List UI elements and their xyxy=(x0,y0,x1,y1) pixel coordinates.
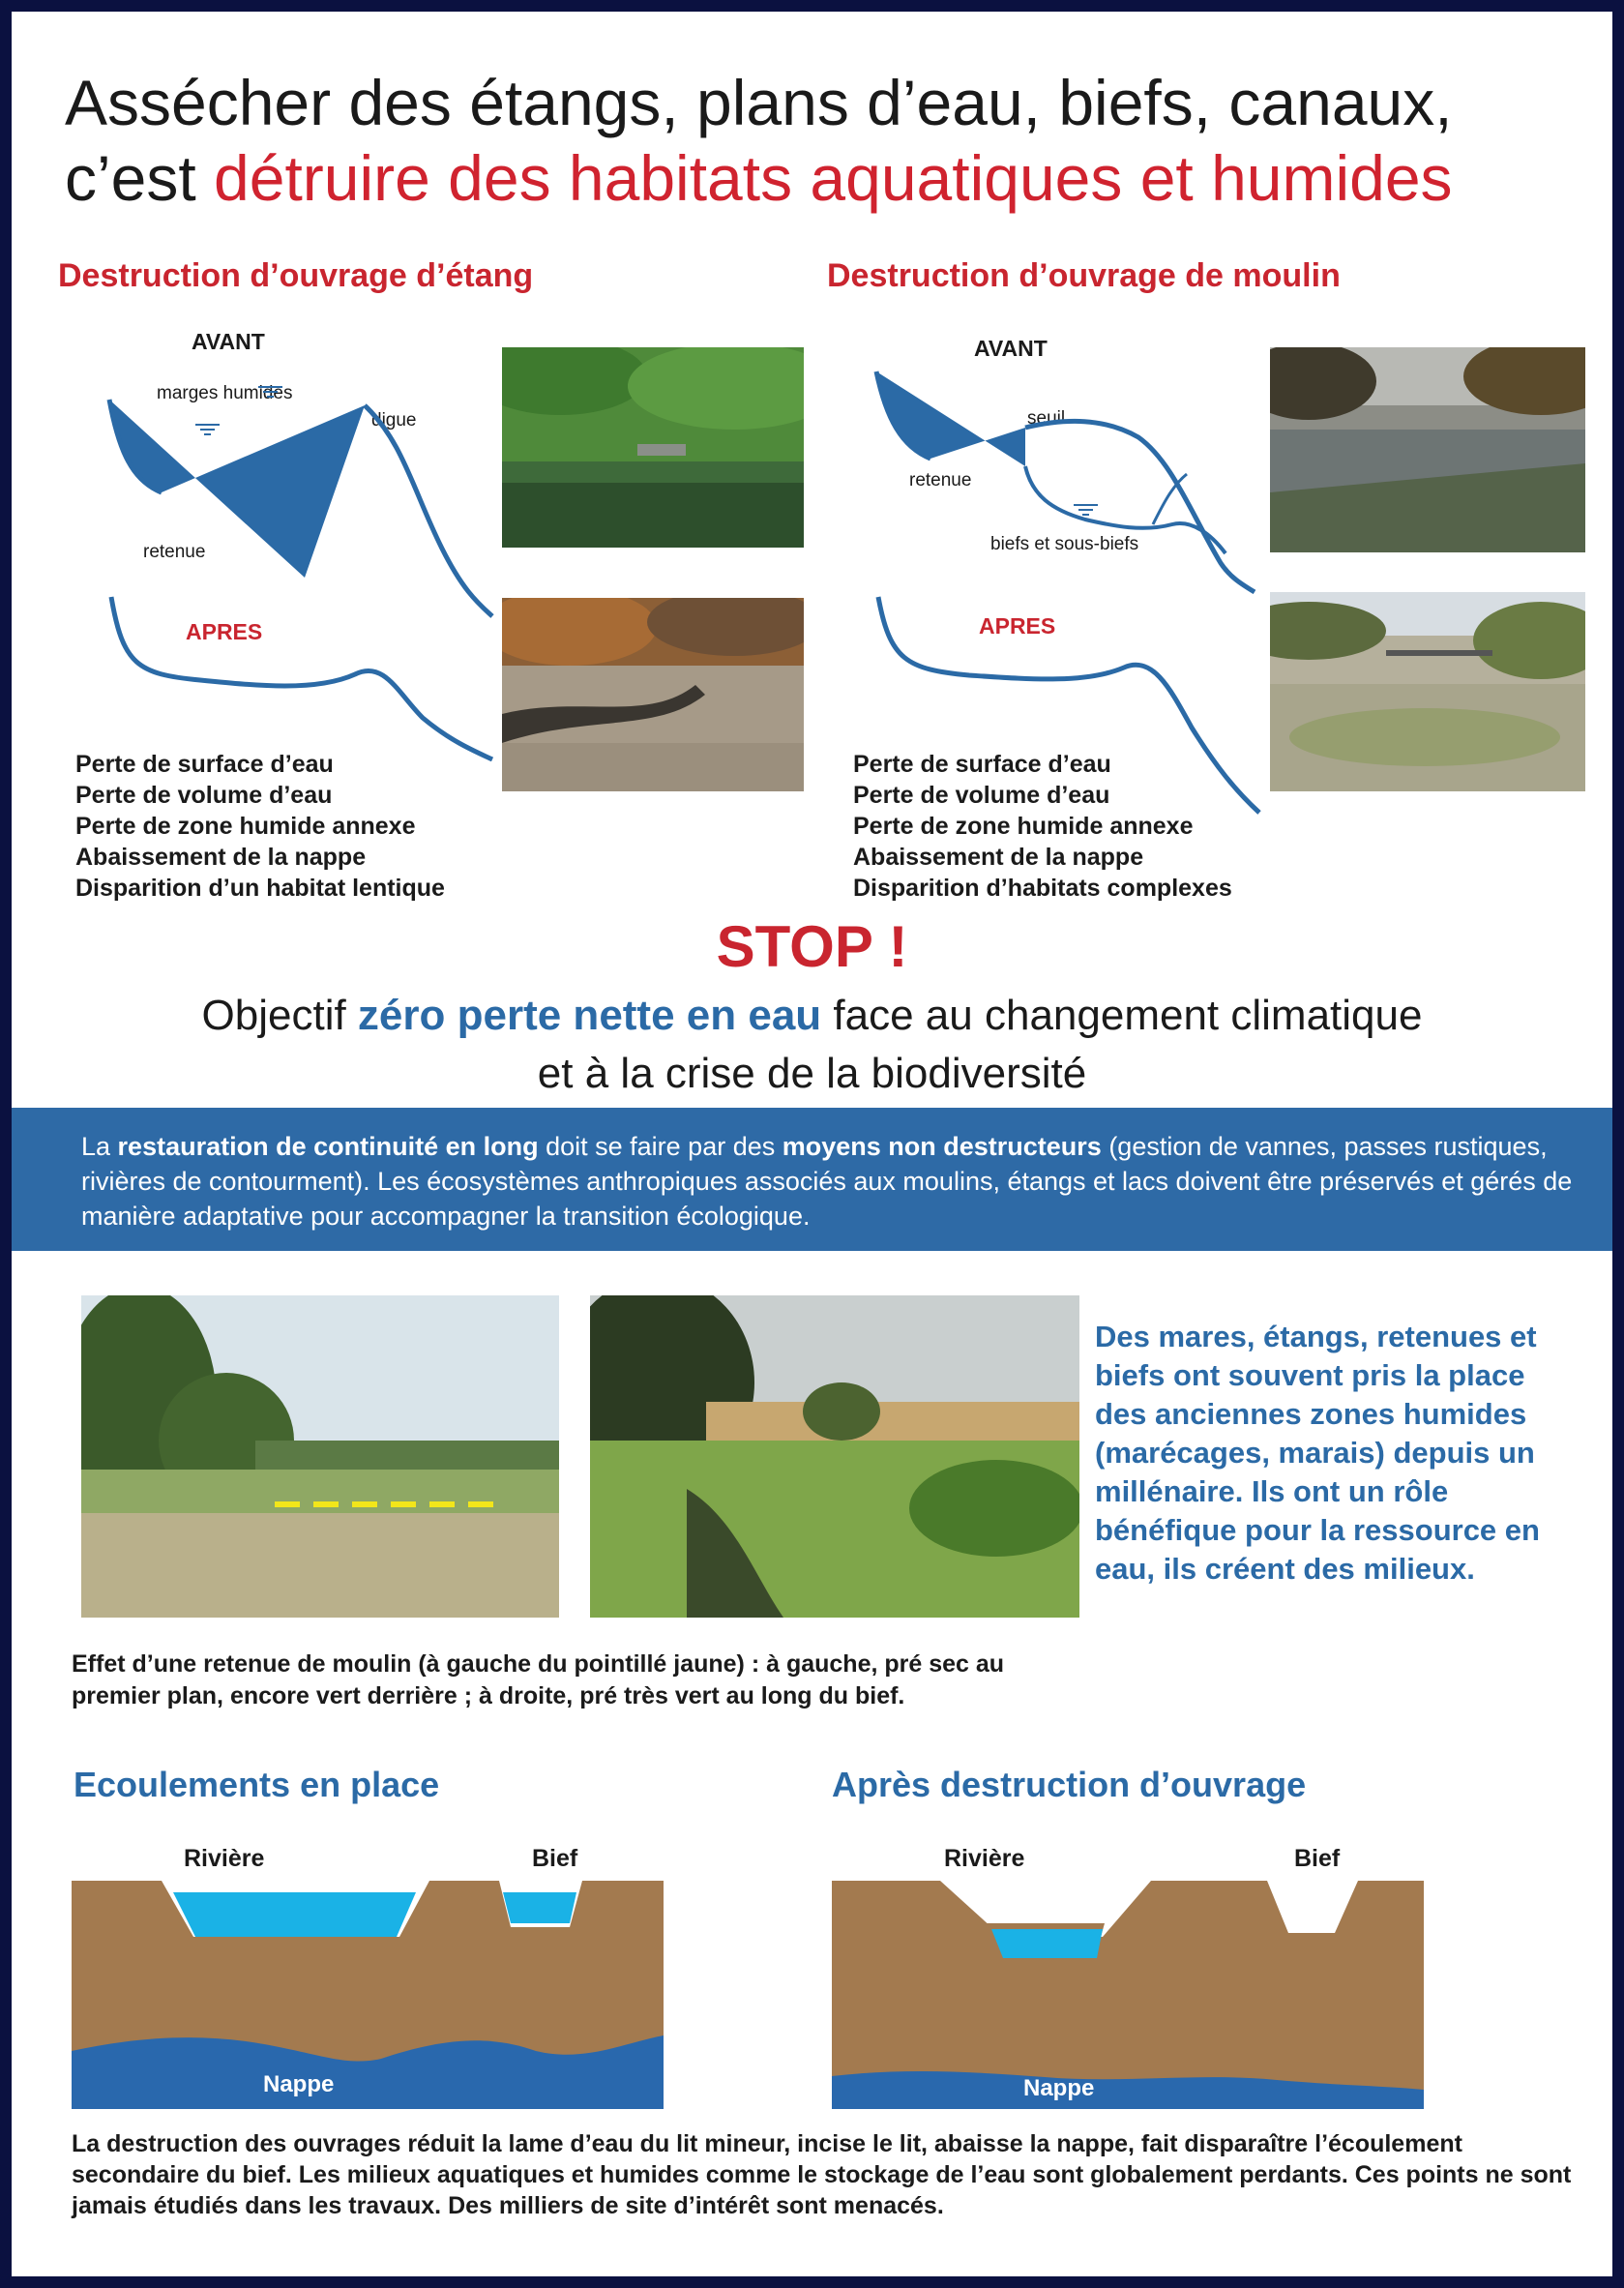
loss-item: Perte de volume d’eau xyxy=(75,782,333,809)
pond-after-photo-art xyxy=(502,598,804,791)
objective-highlight: zéro perte nette en eau xyxy=(357,992,822,1039)
right-avant-label: AVANT xyxy=(974,336,1048,361)
pond-before-photo xyxy=(502,347,804,548)
green-meadow-photo xyxy=(590,1295,1079,1618)
pond-dam-wedge xyxy=(109,400,365,578)
mill-after-photo-art xyxy=(1270,592,1585,791)
photo-caption: Effet d’une retenue de moulin (à gauche du pointillé jaune) : à gauche, pré sec au premier plan, encore vert derrière ; à droite, pré très vert au long du bief. xyxy=(72,1650,1005,1709)
loss-item: Perte de zone humide annexe xyxy=(853,813,1194,840)
title-line-2 xyxy=(65,140,1574,216)
mill-before-photo xyxy=(1270,347,1585,552)
stop-heading: STOP ! xyxy=(716,914,908,979)
after-bief-label: Bief xyxy=(1294,1845,1341,1872)
left-marges-label: marges humides xyxy=(157,383,293,403)
after-riviere-label: Rivière xyxy=(944,1845,1025,1872)
band-bold-1: restauration de continuité en long xyxy=(117,1132,539,1161)
right-panel-heading: Destruction d’ouvrage de moulin xyxy=(827,257,1341,294)
flow-after-diagram xyxy=(832,1869,1424,2109)
pond-before-photo-art xyxy=(502,347,804,548)
poster xyxy=(12,12,1612,2276)
loss-item: Perte de volume d’eau xyxy=(853,782,1110,809)
right-biefs-label: biefs et sous-biefs xyxy=(990,534,1139,554)
river-water xyxy=(173,1892,416,1937)
loss-item: Disparition d’habitats complexes xyxy=(853,875,1232,902)
left-loss-list xyxy=(75,749,445,904)
loss-item: Perte de zone humide annexe xyxy=(75,813,416,840)
bottom-conclusion: La destruction des ouvrages réduit la lame d’eau du lit mineur, incise le lit, abaisse la nappe, fait disparaître l’écoulement secondaire du bief. Les milieux aquatiques et humides comme le stockage de l’eau sont globalement perdants. Ces points ne sont jamais étudiés dans les travaux. Des milliers de site d’intérêt sont menacés. xyxy=(72,2130,1572,2219)
side-text: Des mares, étangs, retenues et biefs ont souvent pris la place des anciennes zones humides (marécages, marais) depuis un millénaire. Ils ont un rôle bénéfique pour la ressource en eau, ils créent des milieux. xyxy=(1095,1320,1540,1586)
objective-line-1 xyxy=(12,987,1612,1045)
after-nappe-label: Nappe xyxy=(1023,2075,1095,2101)
flows-after-heading: Après destruction d’ouvrage xyxy=(832,1765,1307,1804)
before-bief-label: Bief xyxy=(532,1845,578,1872)
dry-meadow-photo-art xyxy=(81,1295,559,1618)
water-level-icon-2 xyxy=(258,387,282,397)
left-pond-diagram xyxy=(94,384,510,761)
right-retenue-label: retenue xyxy=(909,470,972,490)
objective-prefix: Objectif xyxy=(201,992,358,1039)
before-nappe-label: Nappe xyxy=(263,2071,335,2097)
title-highlight: détruire des habitats aquatiques et humides xyxy=(214,142,1453,214)
loss-item: Abaissement de la nappe xyxy=(75,844,367,871)
left-digue-label: digue xyxy=(371,410,417,431)
sous-bief-channel xyxy=(1153,474,1187,524)
bief-channel xyxy=(1025,466,1225,553)
left-panel-heading: Destruction d’ouvrage d’étang xyxy=(58,257,534,294)
band-text-1: La xyxy=(81,1132,118,1161)
band-bold-2: moyens non destructeurs xyxy=(782,1132,1102,1161)
objective-statement xyxy=(12,987,1612,1103)
band-text-2: doit se faire par des xyxy=(538,1132,782,1161)
loss-item: Abaissement de la nappe xyxy=(853,844,1144,871)
weir-wedge xyxy=(876,371,1025,466)
loss-item: Perte de surface d’eau xyxy=(853,751,1111,778)
downstream-bank xyxy=(365,405,492,616)
flow-before-diagram xyxy=(72,1869,664,2109)
river-water-after xyxy=(991,1929,1103,1958)
after-bank-profile xyxy=(111,597,492,759)
right-mill-diagram xyxy=(863,360,1269,815)
band-text-3: (gestion de vannes, passes rustiques, rivières de contourment). Les écosystèmes anthropiques associés aux moulins, étangs et lacs doivent être préservés et gérés de manière adaptative pour accompagner la transition écologique. xyxy=(81,1132,1573,1231)
flows-before-heading: Ecoulements en place xyxy=(74,1765,440,1804)
before-riviere-label: Rivière xyxy=(184,1845,265,1872)
objective-suffix: face au changement climatique xyxy=(821,992,1423,1039)
title-line-1: Assécher des étangs, plans d’eau, biefs, canaux, xyxy=(65,67,1453,138)
left-avant-label: AVANT xyxy=(192,329,265,354)
page-title xyxy=(65,65,1574,216)
loss-item: Disparition d’un habitat lentique xyxy=(75,875,445,902)
mill-after-photo xyxy=(1270,592,1585,791)
left-retenue-label: retenue xyxy=(143,542,206,562)
info-band xyxy=(12,1108,1612,1251)
mill-before-photo-art xyxy=(1270,347,1585,552)
loss-item: Perte de surface d’eau xyxy=(75,751,334,778)
green-meadow-photo-art xyxy=(590,1295,1079,1618)
river-bank xyxy=(1025,421,1255,592)
right-loss-list xyxy=(853,749,1232,904)
objective-line-2: et à la crise de la biodiversité xyxy=(537,1050,1087,1097)
dry-meadow-photo xyxy=(81,1295,559,1618)
right-apres-label: APRES xyxy=(979,613,1056,639)
info-band-text xyxy=(81,1129,1600,1233)
right-seuil-label: seuil xyxy=(1027,408,1066,429)
title-line-2-prefix: c’est xyxy=(65,142,215,214)
water-level-icon-4 xyxy=(1074,505,1098,515)
left-apres-label: APRES xyxy=(186,619,263,644)
water-level-icon-1 xyxy=(195,425,220,434)
bief-water xyxy=(503,1892,576,1923)
pond-after-photo xyxy=(502,598,804,791)
